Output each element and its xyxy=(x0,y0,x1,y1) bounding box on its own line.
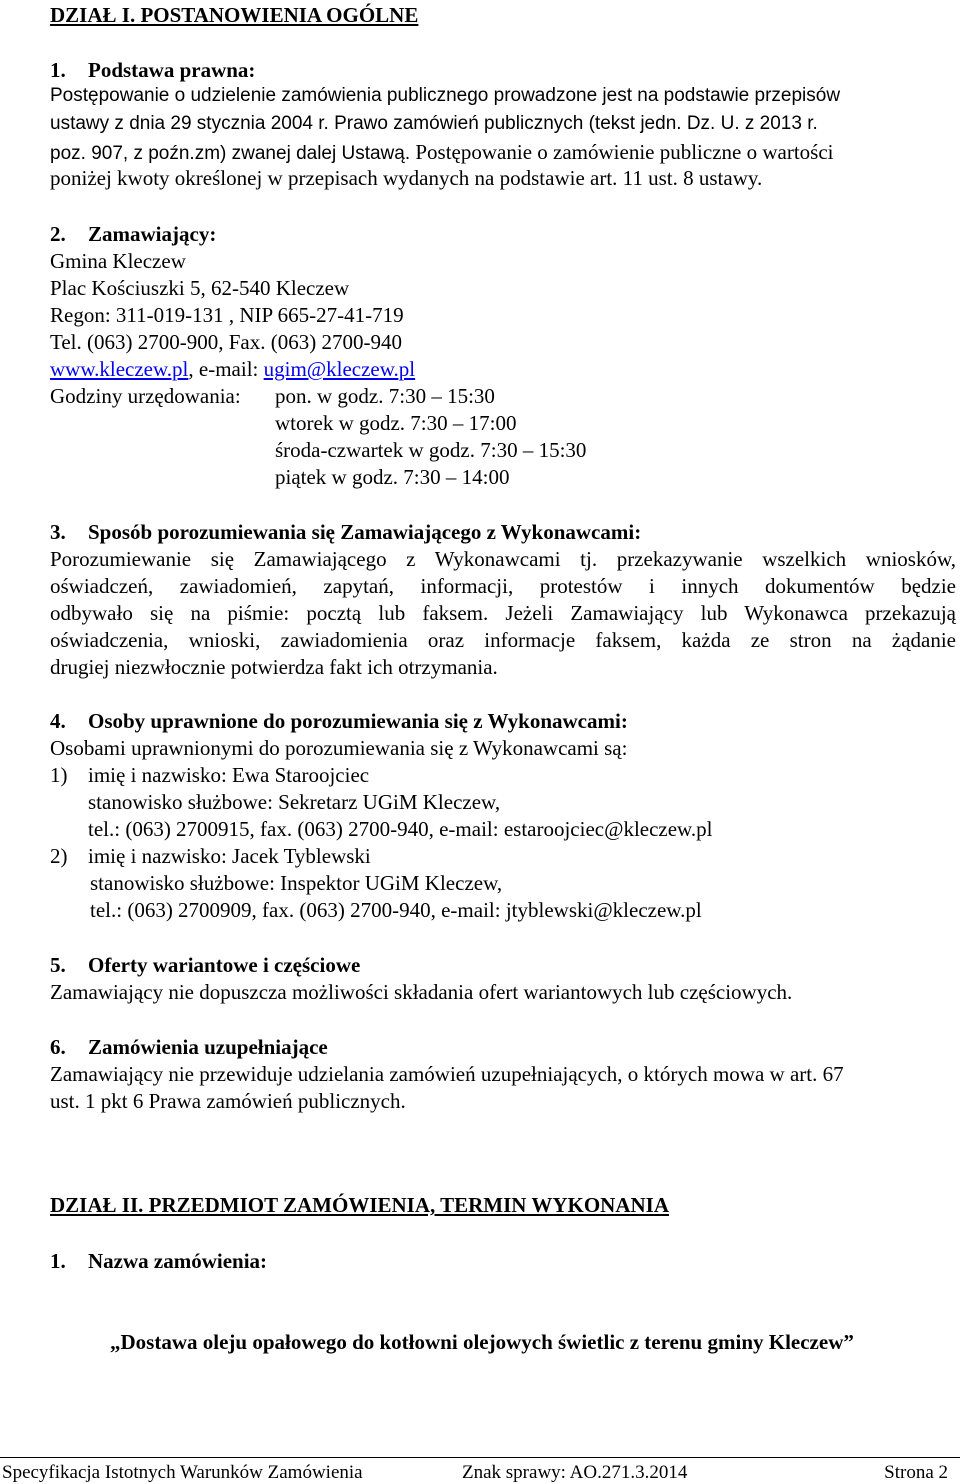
subsection-title-div2-1: 1. Nazwa zamówienia: xyxy=(50,1249,268,1273)
footer-document-title: Specyfikacja Istotnych Warunków Zamówienia xyxy=(2,1462,363,1483)
communication-line-1: Porozumiewanie się Zamawiającego z Wykonawcami tj. przekazywanie wszelkich wniosków, xyxy=(50,547,956,571)
supplementary-orders-line-2: ust. 1 pkt 6 Prawa zamówień publicznych. xyxy=(50,1089,406,1113)
legal-basis-line-3: poz. 907, z poźn.zm) zwanej dalej Ustawą. Postępowanie o zamówienie publiczne o wartości xyxy=(50,140,834,164)
contracting-authority-address: Plac Kościuszki 5, 62-540 Kleczew xyxy=(50,276,350,300)
contact-person-2-name: 2) imię i nazwisko: Jacek Tyblewski xyxy=(50,844,371,868)
footer-divider xyxy=(0,1457,960,1458)
legal-basis-line-2: ustawy z dnia 29 stycznia 2004 r. Prawo zamówień publicznych (tekst jedn. Dz. U. z 2013 r. xyxy=(50,113,818,134)
email-link[interactable]: ugim@kleczew.pl xyxy=(263,357,416,381)
order-subject: „Dostawa oleju opałowego do kotłowni olejowych świetlic z terenu gminy Kleczew” xyxy=(110,1330,854,1354)
variant-offers-text: Zamawiający nie dopuszcza możliwości składania ofert wariantowych lub częściowych. xyxy=(50,980,793,1004)
subsection-title-1: 1. Podstawa prawna: xyxy=(50,58,256,82)
office-hours-fri: piątek w godz. 7:30 – 14:00 xyxy=(275,465,510,489)
subsection-title-2: 2. Zamawiający: xyxy=(50,222,217,246)
footer-case-number: Znak sprawy: AO.271.3.2014 xyxy=(462,1462,688,1483)
office-hours-mon: pon. w godz. 7:30 – 15:30 xyxy=(275,384,495,408)
subsection-title-3: 3. Sposób porozumiewania się Zamawiającego z Wykonawcami: xyxy=(50,520,642,544)
legal-basis-line-4: poniżej kwoty określonej w przepisach wydanych na podstawie art. 11 ust. 8 ustawy. xyxy=(50,166,763,190)
contact-person-2-contact: tel.: (063) 2700909, fax. (063) 2700-940, e-mail: jtyblewski@kleczew.pl xyxy=(90,898,702,922)
office-hours-tue: wtorek w godz. 7:30 – 17:00 xyxy=(275,411,517,435)
contact-person-1-contact: tel.: (063) 2700915, fax. (063) 2700-940, e-mail: estaroojciec@kleczew.pl xyxy=(88,817,713,841)
contacts-intro: Osobami uprawnionymi do porozumiewania się z Wykonawcami są: xyxy=(50,736,628,760)
contact-person-1-name: 1) imię i nazwisko: Ewa Staroojciec xyxy=(50,763,370,787)
footer-page-number: Strona 2 xyxy=(884,1462,948,1483)
communication-line-5: drugiej niezwłocznie potwierdza fakt ich otrzymania. xyxy=(50,655,498,679)
communication-line-4: oświadczenia, wnioski, zawiadomienia oraz informacje faksem, każda ze stron na żądanie xyxy=(50,628,956,652)
supplementary-orders-line-1: Zamawiający nie przewiduje udzielania zamówień uzupełniających, o których mowa w art. 67 xyxy=(50,1062,844,1086)
contracting-authority-phone: Tel. (063) 2700-900, Fax. (063) 2700-940 xyxy=(50,330,402,354)
subsection-title-5: 5. Oferty wariantowe i częściowe xyxy=(50,953,361,977)
section-heading-div2: DZIAŁ II. PRZEDMIOT ZAMÓWIENIA, TERMIN WYKONANIA xyxy=(50,1193,669,1217)
subsection-title-6: 6. Zamówienia uzupełniające xyxy=(50,1035,328,1059)
communication-line-3: odbywało się na piśmie: pocztą lub faksem. Jeżeli Zamawiający lub Wykonawca przekazują xyxy=(50,601,956,625)
communication-line-2: oświadczeń, zawiadomień, zapytań, informacji, protestów i innych dokumentów będzie xyxy=(50,574,956,598)
office-hours: Godziny urzędowania: xyxy=(50,384,241,408)
contracting-authority-name: Gmina Kleczew xyxy=(50,249,186,273)
office-hours-wed-thu: środa-czwartek w godz. 7:30 – 15:30 xyxy=(275,438,587,462)
legal-basis-line-1: Postępowanie o udzielenie zamówienia publicznego prowadzone jest na podstawie przepisów xyxy=(50,85,841,106)
website-link[interactable]: www.kleczew.pl xyxy=(50,357,189,381)
contact-person-2-position: stanowisko służbowe: Inspektor UGiM Kleczew, xyxy=(90,871,503,895)
section-heading-div1: DZIAŁ I. POSTANOWIENIA OGÓLNE xyxy=(50,3,419,27)
subsection-title-4: 4. Osoby uprawnione do porozumiewania się z Wykonawcami: xyxy=(50,709,628,733)
contracting-authority-web: www.kleczew.pl, e-mail: ugim@kleczew.pl xyxy=(50,357,416,381)
contracting-authority-regon: Regon: 311-019-131 , NIP 665-27-41-719 xyxy=(50,303,404,327)
contact-person-1-position: stanowisko służbowe: Sekretarz UGiM Kleczew, xyxy=(88,790,501,814)
